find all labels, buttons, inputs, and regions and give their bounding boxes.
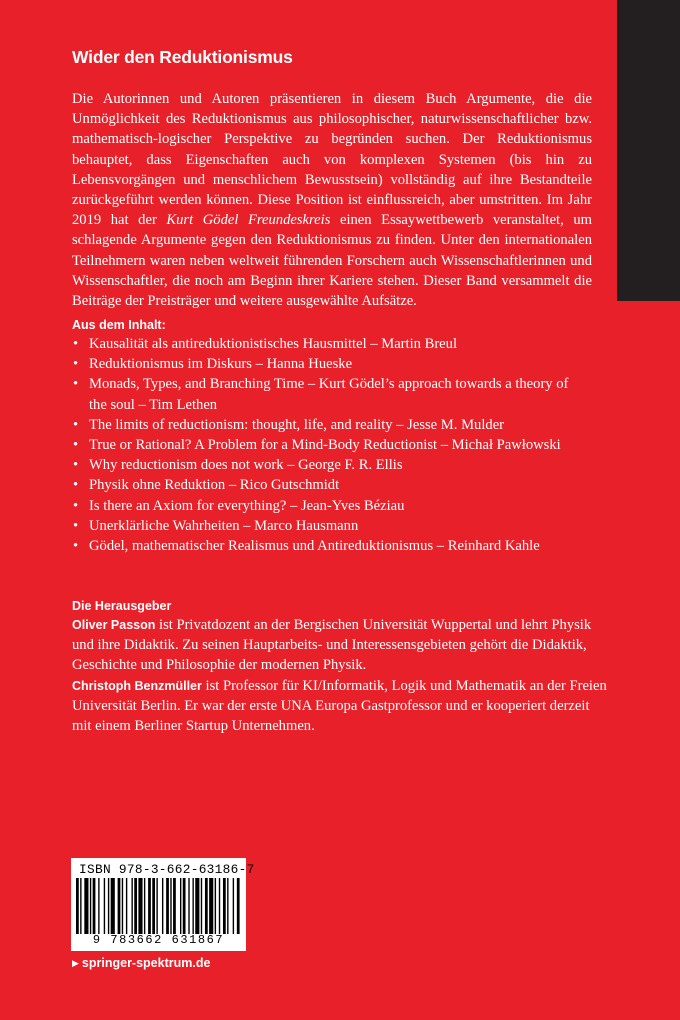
barcode-bar (215, 878, 216, 934)
barcode-bar (170, 878, 171, 934)
triangle-right-icon: ▶ (72, 957, 79, 968)
barcode-bar (223, 878, 226, 934)
isbn-number: ISBN 978-3-662-63186-7 (79, 862, 255, 877)
barcode-bar (201, 878, 202, 934)
editors-heading: Die Herausgeber (72, 599, 172, 613)
intro-italic-name: Kurt Gödel Freundeskreis (166, 212, 331, 229)
barcode-bar (131, 878, 132, 934)
barcode-bar (122, 878, 123, 934)
barcode-bar (93, 878, 96, 934)
barcode-icon (76, 878, 241, 934)
editor-entry (72, 676, 607, 737)
intro-text-end: einen Essaywettbewerb veranstaltet, um schlagende Argumente gegen den Reduktionismus zu finden. Unter den internationalen Teilnehmern waren neben weltweit führenden Forschern auch Wissenschaftlerinnen und Wissenschaftler, die noch am Beginn ihrer Kariere stehen. Dieser Band versammelt die Beiträge der Preisträger und weitere ausgewählte Aufsätze. (72, 212, 592, 310)
barcode-bar (152, 878, 155, 934)
barcode-bar (108, 878, 109, 934)
publisher-url: springer-spektrum.de (81, 956, 211, 970)
barcode-bar (227, 878, 228, 934)
barcode-bar (80, 878, 81, 934)
barcode-bar (205, 878, 208, 934)
intro-text-start: Die Autorinnen und Autoren präsentieren in diesem Buch Argumente, die die Unmöglichkeit des Reduktionismus aus philosophischer, naturwissenschaftlicher bzw. mathematisch-logischer Perspektive zu begründen suchen. Der Reduktionismus behauptet, dass Eigenschaften auch von komplexen Systemen (bis hin zu Lebensvorgängen und menschlichem Bewusstsein) vollständig auf ihre Bestandteile zurückgeführt werden können. Diese Position ist einflussreich, aber umstritten. Im Jahr 2019 hat der (72, 91, 592, 229)
barcode-bar (98, 878, 99, 934)
barcode-bar (166, 878, 169, 934)
contents-list (72, 334, 572, 556)
contents-item: • Gödel, mathematischer Realismus und Antireduktionismus – Reinhard Kahle (72, 536, 572, 556)
barcode-bar (192, 878, 193, 934)
barcode-bar (195, 878, 199, 934)
editor-bio: ist Privatdozent an der Bergischen Universität Wuppertal und lehrt Physik und ihre Didaktik. Zu seinen Hauptarbeits- und Interessensgebieten gehört die Didaktik, Geschichte und Philosophie der modernen Physik. (72, 617, 592, 674)
barcode-bar (76, 878, 79, 934)
barcode-bar (188, 878, 189, 934)
isbn-barcode-box (71, 858, 255, 951)
barcode-bar (173, 878, 176, 934)
editors-section (72, 615, 607, 736)
barcode-bar (237, 878, 240, 934)
contents-item: • Kausalität als antireduktionistisches Hausmittel – Martin Breul (72, 334, 572, 354)
barcode-bar (148, 878, 151, 934)
editor-entry (72, 615, 607, 676)
barcode-bar (144, 878, 145, 934)
barcode-bar (162, 878, 163, 934)
editor-bio: ist Professor für KI/Informatik, Logik und Mathematik an der Freien Universität Berlin. Er war der erste UNA Europa Gastprofessor und er kooperiert derzeit mit einem Berliner Startup Unternehmen. (72, 677, 607, 735)
barcode-bar (209, 878, 213, 934)
barcode-bar (90, 878, 91, 934)
contents-heading: Aus dem Inhalt: (72, 318, 166, 332)
barcode-bar (233, 878, 234, 934)
barcode-bar (118, 878, 121, 934)
barcode-bar (156, 878, 157, 934)
dark-side-bar (617, 0, 680, 301)
barcode-digits: 9 783662 631867 (92, 933, 225, 947)
contents-item: • Monads, Types, and Branching Time – Kurt Gödel’s approach towards a theory of the soul – Tim Lethen (72, 374, 572, 414)
barcode-bar (180, 878, 181, 934)
barcode-bar (104, 878, 105, 934)
barcode-bar (84, 878, 88, 934)
contents-item: • Unerklärliche Wahrheiten – Marco Hausmann (72, 516, 572, 536)
barcode-bar (183, 878, 186, 934)
barcode-bar (134, 878, 137, 934)
contents-item: • The limits of reductionism: thought, life, and reality – Jesse M. Mulder (72, 415, 572, 435)
intro-paragraph (72, 89, 592, 311)
contents-item: • Why reductionism does not work – George F. R. Ellis (72, 455, 572, 475)
book-title: Wider den Reduktionismus (72, 47, 293, 67)
barcode-bar (126, 878, 127, 934)
contents-item: • True or Rational? A Problem for a Mind-Body Reductionist – Michał Pawłowski (72, 435, 572, 455)
barcode-bar (111, 878, 115, 934)
publisher-link[interactable] (72, 956, 210, 970)
barcode-bar (138, 878, 142, 934)
barcode-bar (219, 878, 220, 934)
editor-name: Oliver Passon (72, 618, 156, 632)
contents-item: • Physik ohne Reduktion – Rico Gutschmidt (72, 475, 572, 495)
contents-item: • Is there an Axiom for everything? – Jean-Yves Béziau (72, 496, 572, 516)
contents-item: • Reduktionismus im Diskurs – Hanna Hueske (72, 354, 572, 374)
editor-name: Christoph Benzmüller (72, 678, 202, 693)
